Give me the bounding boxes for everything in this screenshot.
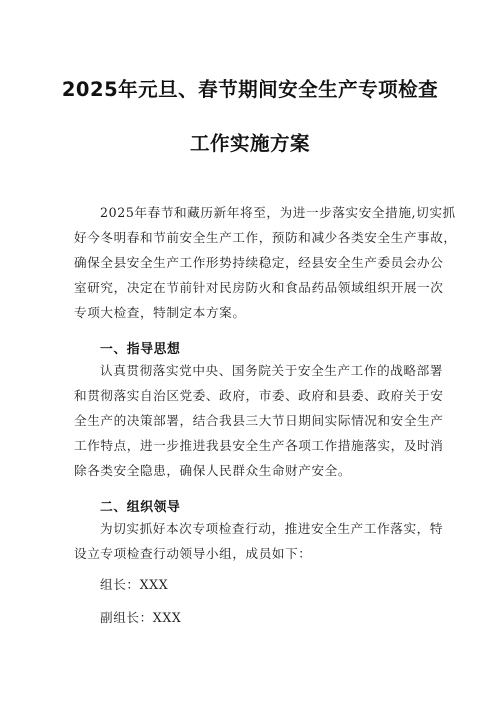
intro-line: 室研究，决定在节前针对民房防火和食品药品领域组织开展一次 bbox=[74, 280, 444, 295]
document-title-line-2: 工作实施方案 bbox=[189, 132, 310, 155]
organization-line: 为切实抓好本次专项检查行动，推进安全生产工作落实，特 bbox=[100, 521, 444, 536]
intro-line: 好今冬明春和节前安全生产工作，预防和减少各类安全生产事故， bbox=[74, 230, 457, 245]
organization-line: 设立专项检查行动领导小组，成员如下： bbox=[74, 546, 312, 561]
intro-line: 确保全县安全生产工作形势持续稳定，经县安全生产委员会办公 bbox=[74, 255, 444, 270]
intro-line: 2025年春节和藏历新年将至，为进一步落实安全措施,切实抓 bbox=[100, 205, 456, 220]
guiding-line: 认真贯彻落实党中央、国务院关于安全生产工作的战略部署 bbox=[100, 363, 444, 378]
intro-paragraph bbox=[74, 200, 457, 325]
guiding-line: 工作特点，进一步推进我县安全生产各项工作措施落实，及时消 bbox=[74, 438, 444, 453]
guiding-line: 和贯彻落实自治区党委、政府，市委、政府和县委、政府关于安 bbox=[74, 388, 444, 403]
document-title-line-1: 2025年元旦、春节期间安全生产专项检查 bbox=[61, 78, 439, 101]
guiding-ideology-paragraph bbox=[74, 358, 444, 483]
section-heading-organization: 二、组织领导 bbox=[100, 500, 181, 515]
team-leader: 组长：XXX bbox=[100, 577, 169, 592]
guiding-line: 除各类安全隐患，确保人民群众生命财产安全。 bbox=[74, 463, 352, 478]
intro-line: 专项大检查，特制定本方案。 bbox=[74, 305, 246, 320]
organization-paragraph bbox=[74, 516, 444, 566]
guiding-line: 全生产的决策部署，结合我县三大节日期间实际情况和安全生产 bbox=[74, 413, 444, 428]
section-heading-guiding-ideology: 一、指导思想 bbox=[100, 342, 181, 357]
deputy-team-leader: 副组长：XXX bbox=[100, 610, 182, 625]
